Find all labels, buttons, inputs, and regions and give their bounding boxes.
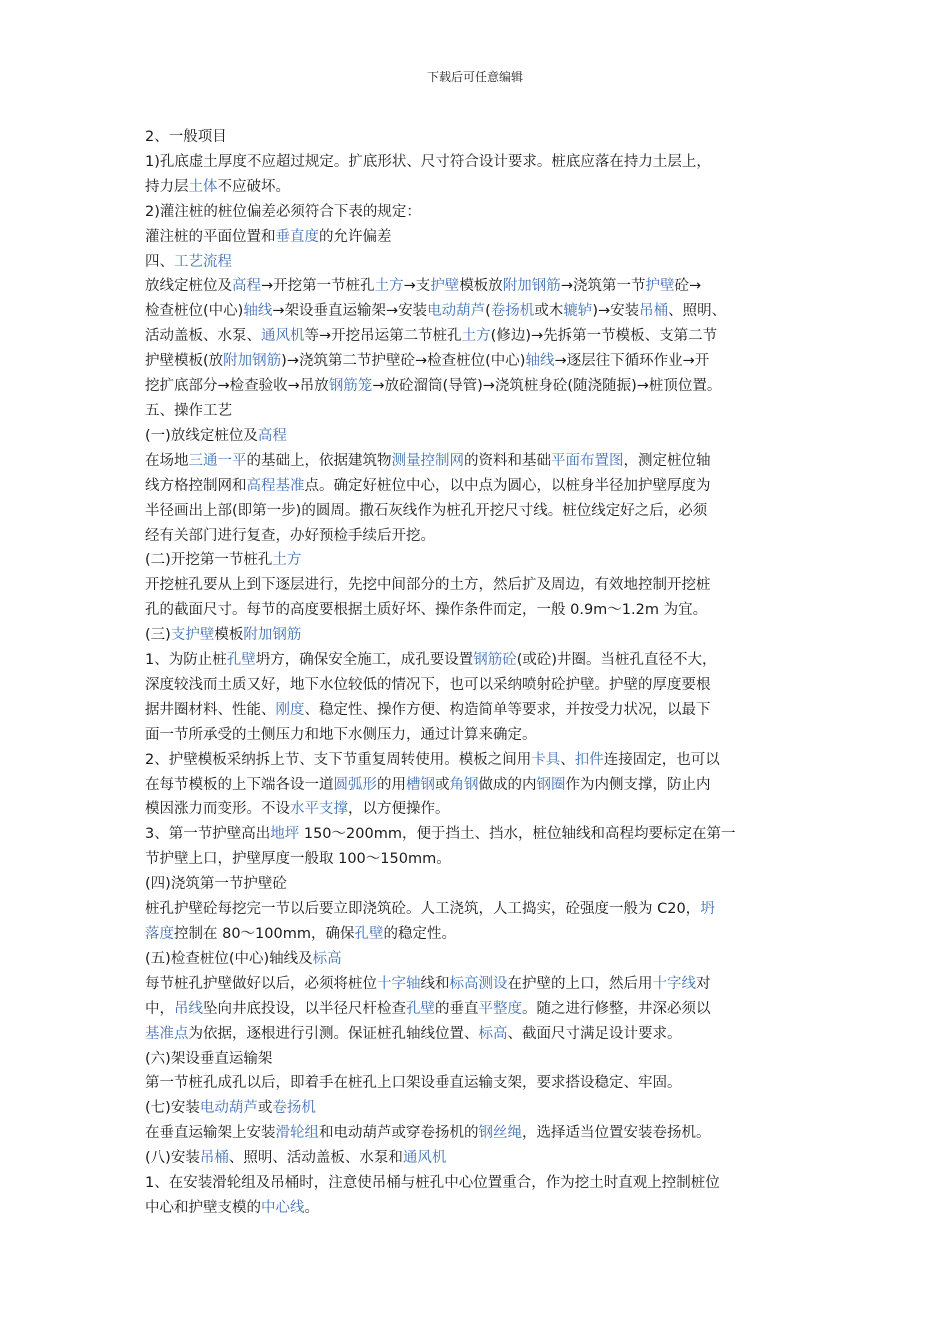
text-segment: 的稳定性。 bbox=[383, 926, 456, 942]
text-segment: 的垂直 bbox=[435, 1000, 479, 1017]
text-line bbox=[145, 299, 810, 324]
text-segment: 的允许偏差 bbox=[319, 228, 392, 245]
text-segment: 护壁模板(放 bbox=[145, 353, 224, 370]
text-segment: 2)灌注桩的桩位偏差必须符合下表的规定： bbox=[145, 203, 421, 220]
text-line bbox=[145, 374, 810, 399]
hyperlink-term[interactable]: 吊桶 bbox=[199, 1150, 229, 1167]
hyperlink-term[interactable]: 孔壁 bbox=[226, 652, 256, 669]
text-segment: →浇筑第一节 bbox=[560, 278, 646, 295]
hyperlink-term[interactable]: 基准点 bbox=[145, 1025, 189, 1042]
hyperlink-term[interactable]: 土方 bbox=[272, 552, 302, 569]
text-segment: 1、在安装滑轮组及吊桶时，注意使吊桶与桩孔中心位置重合，作为挖土时直观上控制桩位 bbox=[145, 1175, 720, 1192]
text-segment: (一)放线定桩位及 bbox=[145, 427, 258, 444]
text-segment: ( bbox=[485, 303, 491, 320]
hyperlink-term[interactable]: 孔壁 bbox=[354, 926, 384, 942]
text-line bbox=[145, 897, 810, 922]
text-segment: 在护壁的上口，然后用 bbox=[507, 975, 653, 992]
text-segment: (七)安装 bbox=[145, 1100, 200, 1117]
text-segment: 、截面尺寸满足设计要求。 bbox=[507, 1025, 682, 1042]
text-segment: 第一节桩孔成孔以后，即着手在桩孔上口架设垂直运输支架，要求搭设稳定、牢固。 bbox=[145, 1075, 682, 1092]
text-line bbox=[145, 822, 810, 847]
text-segment: 150～200mm，便于挡土、挡水，桩位轴线和高程均要标定在第一 bbox=[299, 826, 736, 843]
hyperlink-term[interactable]: 水平支撑 bbox=[290, 801, 348, 818]
hyperlink-term[interactable]: 十字线 bbox=[652, 975, 696, 992]
hyperlink-term[interactable]: 支护壁 bbox=[170, 627, 215, 644]
text-line bbox=[145, 598, 810, 623]
text-segment: ，选择适当位置安装卷扬机。 bbox=[522, 1125, 711, 1142]
hyperlink-term[interactable]: 槽钢 bbox=[406, 776, 435, 793]
text-line bbox=[145, 698, 810, 723]
text-segment: 2、一般项目 bbox=[145, 129, 227, 145]
text-segment: 灌注桩的平面位置和 bbox=[145, 228, 276, 245]
text-line bbox=[145, 1022, 810, 1047]
hyperlink-term[interactable]: 钢筋笼 bbox=[328, 378, 373, 395]
text-line bbox=[145, 274, 810, 299]
text-line bbox=[145, 524, 810, 549]
text-line bbox=[145, 349, 810, 374]
hyperlink-term[interactable]: 土体 bbox=[188, 178, 218, 195]
hyperlink-term[interactable]: 附加钢筋 bbox=[502, 278, 561, 295]
hyperlink-term[interactable]: 孔壁 bbox=[406, 1000, 435, 1017]
text-segment: 线和 bbox=[420, 975, 450, 992]
text-segment: 四、 bbox=[145, 253, 174, 270]
hyperlink-term[interactable]: 工艺流程 bbox=[174, 253, 232, 270]
text-line bbox=[145, 1196, 810, 1221]
text-segment: 桩孔护壁砼每挖完一节以后要立即浇筑砼。人工浇筑，人工捣实，砼强度一般为 C20， bbox=[145, 901, 701, 918]
text-segment: 半径画出上部(即第一步)的圆周。撒石灰线作为桩孔开挖尺寸线。桩位线定好之后，必须 bbox=[145, 502, 708, 519]
text-segment: 经有关部门进行复查，办好预检手续后开挖。 bbox=[145, 527, 435, 544]
text-line bbox=[145, 648, 810, 673]
text-segment: →放砼溜筒(导管)→浇筑桩身砼(随浇随振)→桩顶位置。 bbox=[372, 378, 722, 395]
text-segment: ，测定桩位轴 bbox=[623, 452, 711, 469]
text-segment: 活动盖板、水泵、 bbox=[145, 328, 261, 345]
text-segment: 放线定桩位及 bbox=[145, 278, 232, 295]
text-line bbox=[145, 997, 810, 1022]
text-line bbox=[145, 200, 810, 225]
text-segment: 对 bbox=[696, 975, 711, 992]
hyperlink-term[interactable]: 电动葫芦 bbox=[199, 1100, 258, 1117]
text-segment: 深度较浅而土质又好，地下水位较低的情况下，也可以采纳喷射砼护壁。护壁的厚度要根 bbox=[145, 676, 711, 693]
text-segment: (二)开挖第一节桩孔 bbox=[145, 552, 273, 569]
text-segment: 等→开挖吊运第二节桩孔 bbox=[304, 328, 462, 345]
text-segment: (或砼)井圈。当桩孔直径不大， bbox=[516, 652, 717, 669]
text-segment: 。随之进行修整，井深必须以 bbox=[522, 1000, 711, 1017]
hyperlink-term[interactable]: 护壁 bbox=[645, 278, 675, 295]
hyperlink-term[interactable]: 滑轮组 bbox=[275, 1125, 319, 1142]
hyperlink-term[interactable]: 中心线 bbox=[261, 1199, 305, 1216]
hyperlink-term[interactable]: 测量控制网 bbox=[391, 452, 464, 469]
text-line bbox=[145, 125, 810, 150]
text-segment: 在垂直运输架上安装 bbox=[145, 1125, 276, 1142]
text-segment: ，以方便操作。 bbox=[348, 801, 450, 818]
text-line bbox=[145, 324, 810, 349]
text-line bbox=[145, 922, 810, 947]
text-segment: (四)浇筑第一节护壁砼 bbox=[145, 876, 287, 893]
text-line bbox=[145, 474, 810, 499]
text-line bbox=[145, 1171, 810, 1196]
text-segment: 在每节模板的上下端各设一道 bbox=[145, 776, 334, 793]
text-segment: 连接固定，也可以 bbox=[603, 751, 720, 768]
text-segment: 坠向井底投设，以半径尺杆检查 bbox=[203, 1000, 406, 1017]
text-segment: 持力层 bbox=[145, 178, 189, 195]
text-segment: 中心和护壁支模的 bbox=[145, 1199, 261, 1216]
text-line bbox=[145, 797, 810, 822]
text-segment: 和电动葫芦或穿卷扬机的 bbox=[319, 1125, 479, 1142]
hyperlink-term[interactable]: 土方 bbox=[461, 328, 491, 345]
hyperlink-term[interactable]: 附加钢筋 bbox=[243, 627, 302, 644]
text-line bbox=[145, 1146, 810, 1171]
text-line bbox=[145, 175, 810, 200]
hyperlink-term[interactable]: 吊桶 bbox=[639, 303, 669, 320]
hyperlink-term[interactable]: 电动葫芦 bbox=[427, 303, 486, 320]
hyperlink-term[interactable]: 钢丝绳 bbox=[478, 1125, 522, 1142]
text-segment: 每节桩孔护壁做好以后，必须将桩位 bbox=[145, 975, 377, 992]
text-line bbox=[145, 449, 810, 474]
text-segment: 检查桩位(中心) bbox=[145, 303, 244, 320]
hyperlink-term[interactable]: 十字轴 bbox=[377, 975, 421, 992]
text-segment: 模因涨力而变形。不设 bbox=[145, 801, 290, 818]
text-line bbox=[145, 1071, 810, 1096]
hyperlink-term[interactable]: 卷扬机 bbox=[272, 1100, 316, 1117]
page-header: 下载后可任意编辑 bbox=[426, 70, 523, 84]
text-segment: 挖扩底部分→检查验收→吊放 bbox=[145, 378, 329, 395]
hyperlink-term[interactable]: 通风机 bbox=[261, 328, 305, 345]
hyperlink-term[interactable]: 护壁 bbox=[430, 278, 460, 295]
text-segment: 砼→ bbox=[674, 278, 702, 295]
hyperlink-term[interactable]: 高程基准 bbox=[246, 477, 305, 494]
text-line bbox=[145, 548, 810, 573]
text-line bbox=[145, 872, 810, 897]
text-segment: 节护壁上口，护壁厚度一般取 100～150mm。 bbox=[145, 851, 451, 868]
text-segment: 五、操作工艺 bbox=[145, 402, 232, 419]
text-line bbox=[145, 972, 810, 997]
hyperlink-term[interactable]: 钢圈 bbox=[536, 776, 566, 793]
text-segment: →开挖第一节桩孔 bbox=[261, 278, 375, 295]
text-segment: 面一节所承受的土侧压力和地下水侧压力，通过计算来确定。 bbox=[145, 726, 537, 743]
text-segment: 模板放 bbox=[459, 278, 503, 295]
hyperlink-term[interactable]: 垂直度 bbox=[275, 228, 319, 245]
hyperlink-term[interactable]: 辘轳 bbox=[563, 303, 593, 320]
text-line bbox=[145, 1096, 810, 1121]
text-segment: (修边)→先拆第一节模板、支第二节 bbox=[490, 328, 718, 345]
hyperlink-term[interactable]: 卡具 bbox=[531, 751, 561, 768]
text-segment: )→浇筑第二节护壁砼→检查桩位(中心) bbox=[281, 353, 526, 370]
text-segment: 的资料和基础 bbox=[464, 452, 551, 469]
hyperlink-term[interactable]: 三通一平 bbox=[188, 452, 247, 469]
hyperlink-term[interactable]: 轴线 bbox=[525, 353, 555, 370]
hyperlink-term[interactable]: 平面布置图 bbox=[551, 452, 624, 469]
text-segment: 、照明、 bbox=[668, 303, 727, 320]
text-segment: 、稳定性、操作方便、构造简单等要求，并按受力状况，以最下 bbox=[304, 701, 711, 718]
hyperlink-term[interactable]: 吊线 bbox=[174, 1000, 203, 1017]
text-segment: (五)检查桩位(中心)轴线及 bbox=[145, 950, 313, 967]
hyperlink-term[interactable]: 标高 bbox=[478, 1025, 508, 1042]
text-line bbox=[145, 1047, 810, 1072]
text-line bbox=[145, 399, 810, 424]
text-segment: 为依据，逐根进行引测。保证桩孔轴线位置、 bbox=[188, 1025, 479, 1042]
text-segment: 线方格控制网和 bbox=[145, 477, 247, 494]
text-segment: 或 bbox=[435, 776, 450, 793]
text-line bbox=[145, 847, 810, 872]
text-line bbox=[145, 573, 810, 598]
text-segment: 的用 bbox=[377, 776, 406, 793]
hyperlink-term[interactable]: 高程 bbox=[257, 427, 287, 444]
document-body bbox=[145, 125, 810, 1221]
text-segment: 中， bbox=[145, 1000, 174, 1017]
hyperlink-term[interactable]: 落度 bbox=[145, 926, 174, 942]
hyperlink-term[interactable]: 坍 bbox=[700, 901, 715, 918]
text-segment: 1、为防止桩 bbox=[145, 652, 227, 669]
text-line bbox=[145, 748, 810, 773]
text-segment: 坍方，确保安全施工，成孔要设置 bbox=[255, 652, 474, 669]
hyperlink-term[interactable]: 地坪 bbox=[270, 826, 300, 843]
text-line bbox=[145, 499, 810, 524]
text-segment: (八)安装 bbox=[145, 1150, 200, 1167]
hyperlink-term[interactable]: 刚度 bbox=[275, 701, 305, 718]
hyperlink-term[interactable]: 通风机 bbox=[402, 1150, 447, 1167]
text-line bbox=[145, 225, 810, 250]
text-segment: 作为内侧支撑，防止内 bbox=[565, 776, 711, 793]
hyperlink-term[interactable]: 附加钢筋 bbox=[223, 353, 282, 370]
text-segment: (六)架设垂直运输架 bbox=[145, 1050, 273, 1067]
text-segment: 控制在 80～100mm，确保 bbox=[174, 926, 355, 942]
text-segment: →逐层往下循环作业→开 bbox=[554, 353, 710, 370]
hyperlink-term[interactable]: 土方 bbox=[374, 278, 404, 295]
text-segment: 开挖桩孔要从上到下逐层进行，先挖中间部分的土方，然后扩及周边，有效地控制开挖桩 bbox=[145, 577, 711, 594]
hyperlink-term[interactable]: 角钢 bbox=[449, 776, 479, 793]
text-segment: 、 bbox=[560, 751, 575, 768]
hyperlink-term[interactable]: 扣件 bbox=[574, 751, 604, 768]
text-segment: 做成的内 bbox=[478, 776, 537, 793]
hyperlink-term[interactable]: 标高测设 bbox=[449, 975, 508, 992]
text-segment: 不应破坏。 bbox=[217, 178, 290, 195]
text-line bbox=[145, 150, 810, 175]
text-line bbox=[145, 773, 810, 798]
text-segment: 。 bbox=[304, 1199, 319, 1216]
text-line bbox=[145, 1121, 810, 1146]
hyperlink-term[interactable]: 圆弧形 bbox=[333, 776, 377, 793]
text-segment: 孔的截面尺寸。每节的高度要根据土质好坏、操作条件而定，一般 0.9m～1.2m 为宜。 bbox=[145, 602, 708, 619]
text-segment: 或 bbox=[257, 1100, 273, 1117]
text-segment: 的基础上，依据建筑物 bbox=[246, 452, 392, 469]
text-line bbox=[145, 424, 810, 449]
text-segment: 3、第一节护壁高出 bbox=[145, 826, 271, 843]
text-segment: )→安装 bbox=[592, 303, 640, 320]
text-line bbox=[145, 673, 810, 698]
text-segment: →架设垂直运输架→安装 bbox=[272, 303, 428, 320]
text-segment: 2、护壁模板采纳拆上节、支下节重复周转使用。模板之间用 bbox=[145, 751, 532, 768]
hyperlink-term[interactable]: 轴线 bbox=[243, 303, 273, 320]
hyperlink-term[interactable]: 平整度 bbox=[478, 1000, 522, 1017]
text-segment: 1)孔底虚土厚度不应超过规定。扩底形状、尺寸符合设计要求。桩底应落在持力土层上， bbox=[145, 153, 711, 170]
text-segment: 或木 bbox=[534, 303, 564, 320]
text-segment: (三) bbox=[145, 627, 171, 644]
hyperlink-term[interactable]: 标高 bbox=[312, 950, 342, 967]
text-segment: →支 bbox=[403, 278, 431, 295]
hyperlink-term[interactable]: 钢筋砼 bbox=[473, 652, 517, 669]
text-segment: 在场地 bbox=[145, 452, 189, 469]
hyperlink-term[interactable]: 卷扬机 bbox=[490, 303, 535, 320]
text-segment: 据井圈材料、性能、 bbox=[145, 701, 276, 718]
text-line bbox=[145, 250, 810, 275]
text-line bbox=[145, 723, 810, 748]
text-line bbox=[145, 947, 810, 972]
text-segment: 模板 bbox=[214, 627, 244, 644]
text-segment: 点。确定好桩位中心，以中点为圆心，以桩身半径加护壁厚度为 bbox=[304, 477, 711, 494]
hyperlink-term[interactable]: 高程 bbox=[232, 278, 261, 295]
text-line bbox=[145, 623, 810, 648]
text-segment: 、照明、活动盖板、水泵和 bbox=[228, 1150, 403, 1167]
